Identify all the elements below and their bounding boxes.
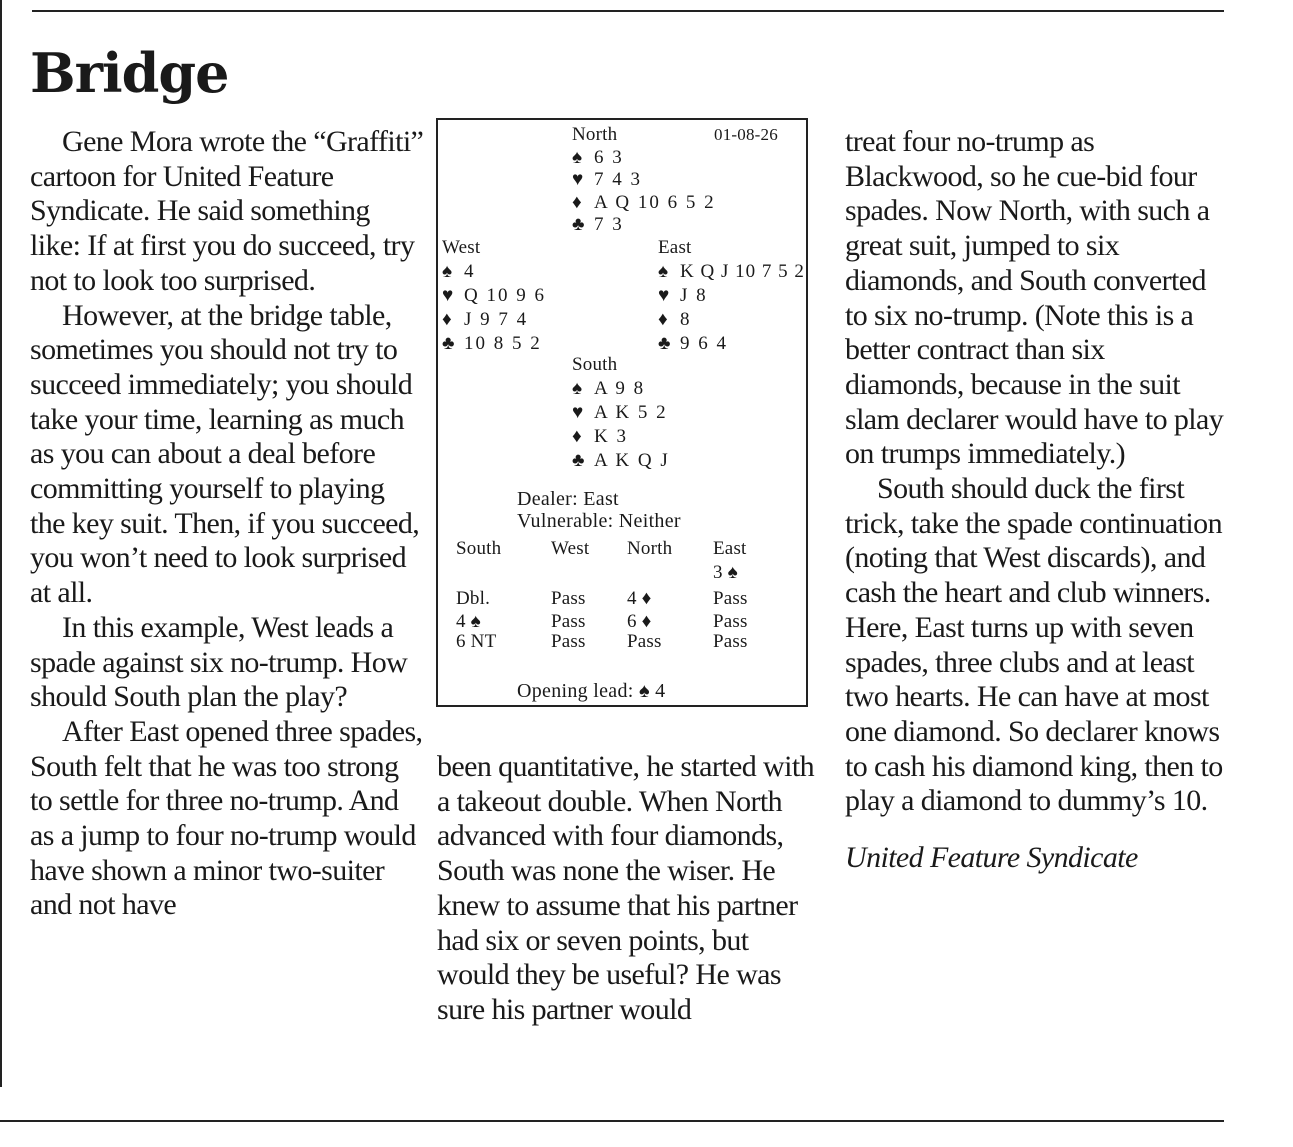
article-column-2 — [437, 750, 827, 1028]
left-rule — [0, 0, 2, 1087]
east-label: East — [658, 237, 692, 258]
spade-icon: ♠ — [442, 261, 453, 282]
south-hearts: ♥ A K 5 2 — [572, 402, 668, 423]
bid-cell: 4 ♠ — [456, 611, 481, 632]
heart-icon: ♥ — [572, 169, 584, 190]
diamond-icon: ♦ — [572, 426, 582, 447]
east-diamonds: ♦ 8 — [658, 309, 692, 330]
heart-icon: ♥ — [442, 285, 454, 306]
bid-cell: Pass — [551, 588, 586, 609]
bid-cell: 4 ♦ — [627, 588, 652, 609]
bid-cell: Pass — [551, 631, 586, 652]
bid-cell: Dbl. — [456, 588, 491, 609]
spade-icon: ♠ — [572, 378, 583, 399]
north-hearts: ♥ 7 4 3 — [572, 169, 642, 190]
south-diamonds: ♦ K 3 — [572, 426, 628, 447]
bid-cell: 6 NT — [456, 631, 497, 652]
diamond-icon: ♦ — [442, 309, 452, 330]
west-clubs: ♣ 10 8 5 2 — [442, 333, 542, 354]
article-column-3 — [845, 125, 1230, 876]
bidding-header-west: West — [551, 538, 590, 559]
south-clubs: ♣ A K Q J — [572, 450, 670, 471]
paragraph: After East opened three spades, South felt that he was too strong to settle for three no-trump. And as a jump to four no-trump would have shown a minor two-suiter and not have — [30, 714, 423, 922]
club-icon: ♣ — [572, 214, 585, 235]
east-spades: ♠ K Q J 10 7 5 2 — [658, 261, 805, 282]
west-spades: ♠ 4 — [442, 261, 476, 282]
club-icon: ♣ — [572, 450, 585, 471]
paragraph: Gene Mora wrote the “Graffiti” cartoon for United Feature Syndicate. He said something like: If at first you do succeed, try not to look too surprised. — [30, 125, 424, 297]
top-rule — [32, 10, 1224, 12]
bid-cell: Pass — [713, 631, 748, 652]
west-label: West — [442, 237, 481, 258]
north-clubs: ♣ 7 3 — [572, 214, 624, 235]
heart-icon: ♥ — [658, 285, 670, 306]
east-clubs: ♣ 9 6 4 — [658, 333, 728, 354]
bridge-deal-diagram — [436, 118, 808, 707]
south-label: South — [572, 354, 618, 375]
opening-lead: Opening lead: ♠ 4 — [517, 680, 666, 702]
diamond-icon: ♦ — [572, 192, 582, 213]
club-icon: ♣ — [442, 333, 455, 354]
north-diamonds: ♦ A Q 10 6 5 2 — [572, 192, 716, 213]
bid-cell: Pass — [627, 631, 662, 652]
paragraph: treat four no-trump as Blackwood, so he cue-bid four spades. Now North, with such a great suit, jumped to six diamonds, and South converted to six no-trump. (Note this is a better contract than six diamonds, because in the suit slam declarer would have to play on trumps immediately.) — [845, 125, 1224, 471]
east-hearts: ♥ J 8 — [658, 285, 708, 306]
bidding-header-north: North — [627, 538, 673, 559]
paragraph: South should duck the first trick, take the spade continuation (noting that West discards), and cash the heart and club winners. Here, East turns up with seven spades, three clubs and at least two hearts. He can have at most one diamond. So declarer knows to cash his diamond king, then to play a diamond to dummy’s 10. — [845, 472, 1223, 818]
west-hearts: ♥ Q 10 9 6 — [442, 285, 546, 306]
bid-cell: Pass — [713, 588, 748, 609]
bid-cell: Pass — [713, 611, 748, 632]
dealer-info: Dealer: East — [517, 488, 619, 510]
paragraph: In this example, West leads a spade against six no-trump. How should South plan the play? — [30, 610, 408, 714]
article-column-1 — [30, 125, 425, 923]
bidding-header-east: East — [713, 538, 747, 559]
west-diamonds: ♦ J 9 7 4 — [442, 309, 529, 330]
spade-icon: ♠ — [658, 261, 669, 282]
club-icon: ♣ — [658, 333, 671, 354]
paragraph: However, at the bridge table, sometimes you should not try to succeed immediately; you should take your time, learning as much as you can about a deal before committing yourself to playing the key suit. Then, if you succeed, you won’t need to look surprised at all. — [30, 298, 420, 610]
bid-cell: 6 ♦ — [627, 611, 652, 632]
credit-line: United Feature Syndicate — [845, 841, 1138, 875]
paragraph: been quantitative, he started with a takeout double. When North advanced with four diamonds, South was none the wiser. He knew to assume that his partner had six or seven points, but would they be useful? He was sure his partner would — [437, 750, 814, 1026]
diamond-icon: ♦ — [658, 309, 668, 330]
spade-icon: ♠ — [572, 147, 583, 168]
south-spades: ♠ A 9 8 — [572, 378, 646, 399]
deal-date: 01-08-26 — [714, 125, 778, 144]
vulnerability-info: Vulnerable: Neither — [517, 510, 681, 532]
bidding-header-south: South — [456, 538, 502, 559]
north-label: North — [572, 124, 618, 145]
bottom-rule — [0, 1120, 1224, 1122]
bid-cell: Pass — [551, 611, 586, 632]
article-title: Bridge — [30, 41, 229, 105]
bid-cell: 3 ♠ — [713, 562, 738, 583]
north-spades: ♠ 6 3 — [572, 147, 624, 168]
heart-icon: ♥ — [572, 402, 584, 423]
